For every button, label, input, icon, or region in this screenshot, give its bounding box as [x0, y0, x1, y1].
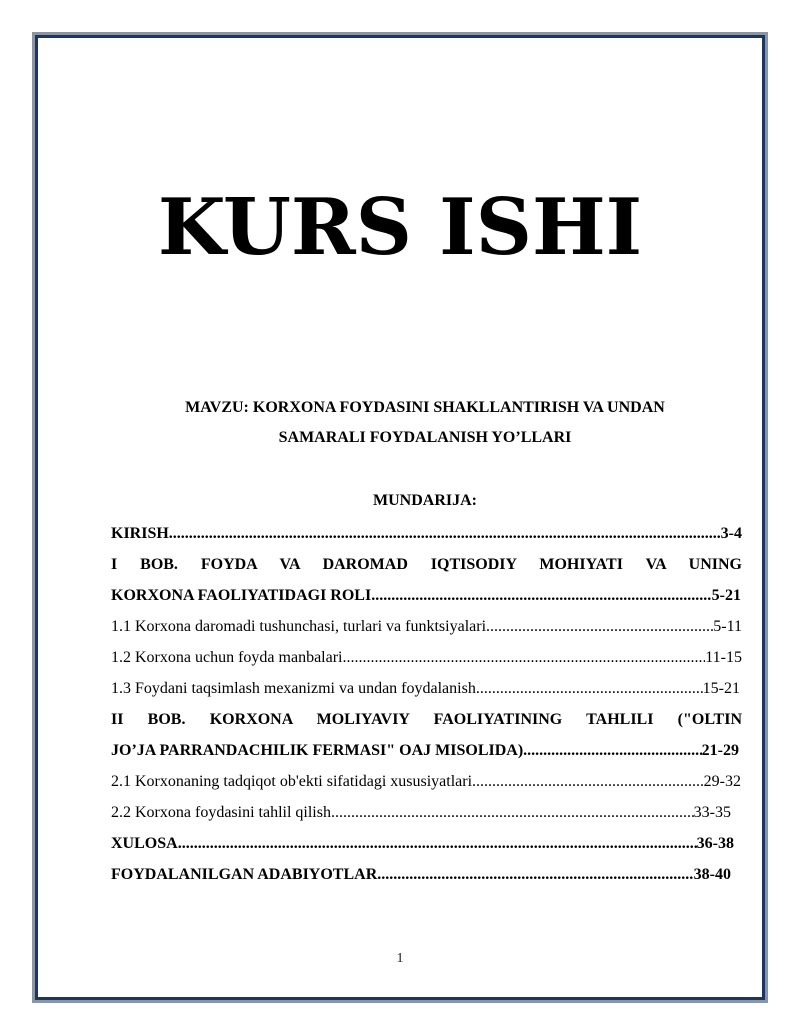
- toc-label: XULOSA: [111, 835, 178, 852]
- toc-label: 1.2 Korxona uchun foyda manbalari: [111, 649, 343, 666]
- topic-heading: [110, 393, 740, 453]
- toc-pages: 33-35: [693, 804, 731, 821]
- toc-leader-dots: [523, 735, 702, 766]
- toc-leader-dots: [377, 859, 693, 890]
- toc-entry-bob1[interactable]: [111, 580, 741, 611]
- toc-entry-2-2[interactable]: [111, 797, 731, 828]
- toc-pages: 5-21: [711, 587, 741, 604]
- toc-pages: 21-29: [701, 742, 739, 759]
- page-number: 1: [396, 951, 404, 966]
- toc-pages: 15-21: [702, 680, 740, 697]
- toc-entry-1-2[interactable]: [111, 642, 742, 673]
- document-title: KURS ISHI: [157, 182, 643, 273]
- topic-line-2: SAMARALI FOYDALANISH YO’LLARI: [278, 429, 572, 446]
- toc-entry-xulosa[interactable]: [111, 828, 734, 859]
- toc-entry-bob2-line1[interactable]: II BOB. KORXONA MOLIYAVIY FAOLIYATINING TAHLILI ("OLTIN: [111, 711, 742, 728]
- toc-pages: 29-32: [703, 773, 741, 790]
- toc-entry-adabiyotlar[interactable]: [111, 859, 731, 890]
- toc-pages: 11-15: [705, 649, 742, 666]
- toc-label: 2.1 Korxonaning tadqiqot ob'ekti sifatidagi xususiyatlari: [111, 773, 473, 790]
- toc-entry-1-3[interactable]: [111, 673, 740, 704]
- toc-label: 1.1 Korxona daromadi tushunchasi, turlari va funktsiyalari: [111, 618, 487, 635]
- toc-leader-dots: [178, 828, 697, 859]
- toc-entry-2-1[interactable]: [111, 766, 741, 797]
- toc-leader-dots: [169, 518, 721, 549]
- toc-heading: MUNDARIJA:: [373, 492, 477, 509]
- toc-leader-dots: [486, 611, 713, 642]
- toc-leader-dots: [476, 673, 703, 704]
- toc-leader-dots: [371, 580, 711, 611]
- toc-entry-1-1[interactable]: [111, 611, 742, 642]
- toc-pages: 36-38: [696, 835, 734, 852]
- toc-pages: 5-11: [713, 618, 742, 635]
- toc-entry-bob2[interactable]: [111, 735, 739, 766]
- toc-leader-dots: [331, 797, 694, 828]
- toc-label: 2.2 Korxona foydasini tahlil qilish: [111, 804, 331, 821]
- toc-pages: 38-40: [693, 866, 731, 883]
- toc-label: JO’JA PARRANDACHILIK FERMASI" OAJ MISOLIDA): [111, 742, 524, 759]
- toc-pages: 3-4: [720, 525, 742, 542]
- toc-entry-kirish[interactable]: [111, 518, 742, 549]
- table-of-contents: [111, 518, 742, 890]
- toc-label: KORXONA FAOLIYATIDAGI ROLI: [111, 587, 372, 604]
- toc-entry-bob1-line1[interactable]: I BOB. FOYDA VA DAROMAD IQTISODIY MOHIYATI VA UNING: [111, 556, 742, 573]
- toc-label: KIRISH: [111, 525, 169, 542]
- toc-label: FOYDALANILGAN ADABIYOTLAR: [111, 866, 378, 883]
- toc-leader-dots: [342, 642, 705, 673]
- topic-line-1: MAVZU: KORXONA FOYDASINI SHAKLLANTIRISH VA UNDAN: [185, 399, 665, 416]
- toc-label: 1.3 Foydani taqsimlash mexanizmi va undan foydalanish: [111, 680, 476, 697]
- toc-leader-dots: [472, 766, 704, 797]
